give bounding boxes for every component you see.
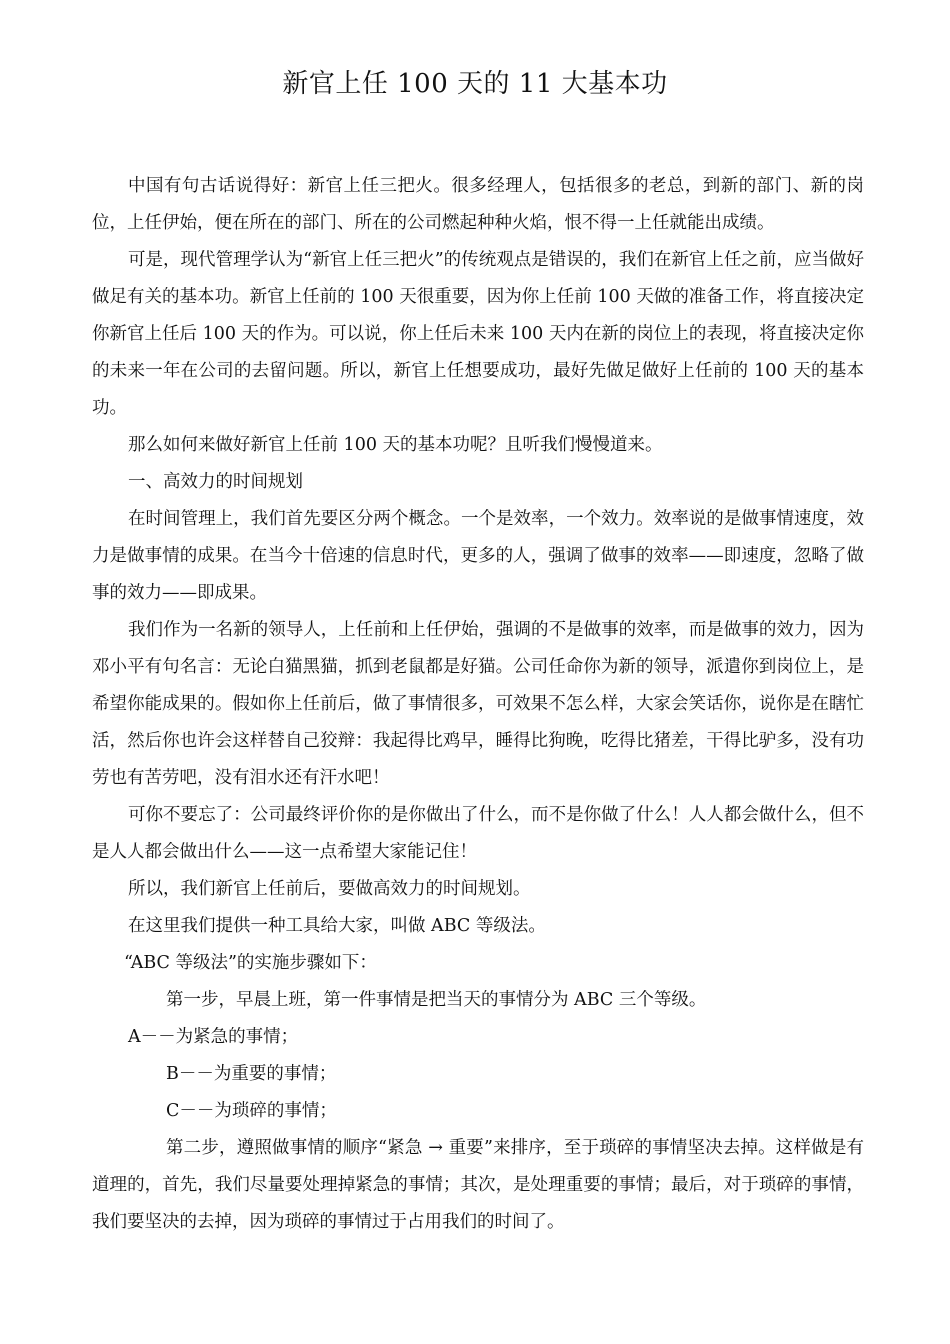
paragraph-remember: 可你不要忘了：公司最终评价你的是你做出了什么，而不是你做了什么！人人都会做什么，但不是人人都会做出什么——这一点希望大家能记住！ [92, 805, 864, 862]
document-title: 新官上任 100 天的 11 大基本功 [282, 69, 668, 99]
document-body [92, 168, 864, 1241]
paragraph-planning: 所以，我们新官上任前后，要做高效力的时间规划。 [128, 879, 531, 899]
section-heading-1: 一、高效力的时间规划 [128, 472, 303, 492]
paragraph-how-to: 那么如何来做好新官上任前 100 天的基本功呢？且听我们慢慢道来。 [128, 435, 663, 455]
step-two: 第二步，遵照做事情的顺序“紧急 → 重要”来排序，至于琐碎的事情坚决去掉。这样做是有道理的，首先，我们尽量要处理掉紧急的事情；其次，是处理重要的事情；最后，对于琐碎的事情，我们要坚决的去掉，因为琐碎的事情过于占用我们的时间了。 [92, 1138, 864, 1232]
paragraph-intro: 中国有句古话说得好：新官上任三把火。很多经理人，包括很多的老总，到新的部门、新的岗位，上任伊始，便在所在的部门、所在的公司燃起种种火焰，恨不得一上任就能出成绩。 [92, 176, 864, 233]
level-b: B－－为重要的事情； [166, 1064, 337, 1084]
level-c: C－－为琐碎的事情； [166, 1101, 337, 1121]
paragraph-steps-intro: “ABC 等级法”的实施步骤如下： [124, 953, 377, 973]
paragraph-tool: 在这里我们提供一种工具给大家，叫做 ABC 等级法。 [128, 916, 546, 936]
paragraph-modern-view: 可是，现代管理学认为“新官上任三把火”的传统观点是错误的，我们在新官上任之前，应当做好做足有关的基本功。新官上任前的 100 天很重要，因为你上任前 100 天做的准备工作，将直接决定你新官上任后 100 天的作为。可以说，你上任后未来 100 天内在新的岗位上的表现，将直接决定你的未来一年在公司的去留问题。所以，新官上任想要成功，最好先做足做好上任前的 100 天的基本功。 [92, 250, 864, 418]
level-a: A－－为紧急的事情； [128, 1027, 299, 1047]
paragraph-efficiency: 在时间管理上，我们首先要区分两个概念。一个是效率，一个效力。效率说的是做事情速度，效力是做事情的成果。在当今十倍速的信息时代，更多的人，强调了做事的效率——即速度，忽略了做事的效力——即成果。 [92, 509, 864, 603]
paragraph-leader: 我们作为一名新的领导人，上任前和上任伊始，强调的不是做事的效率，而是做事的效力，因为邓小平有句名言：无论白猫黑猫，抓到老鼠都是好猫。公司任命你为新的领导，派遣你到岗位上，是希望你能成果的。假如你上任前后，做了事情很多，可效果不怎么样，大家会笑话你，说你是在瞎忙活，然后你也许会这样替自己狡辩：我起得比鸡早，睡得比狗晚，吃得比猪差，干得比驴多，没有功劳也有苦劳吧，没有泪水还有汗水吧！ [92, 620, 864, 788]
step-one: 第一步，早晨上班，第一件事情是把当天的事情分为 ABC 三个等级。 [166, 990, 707, 1010]
